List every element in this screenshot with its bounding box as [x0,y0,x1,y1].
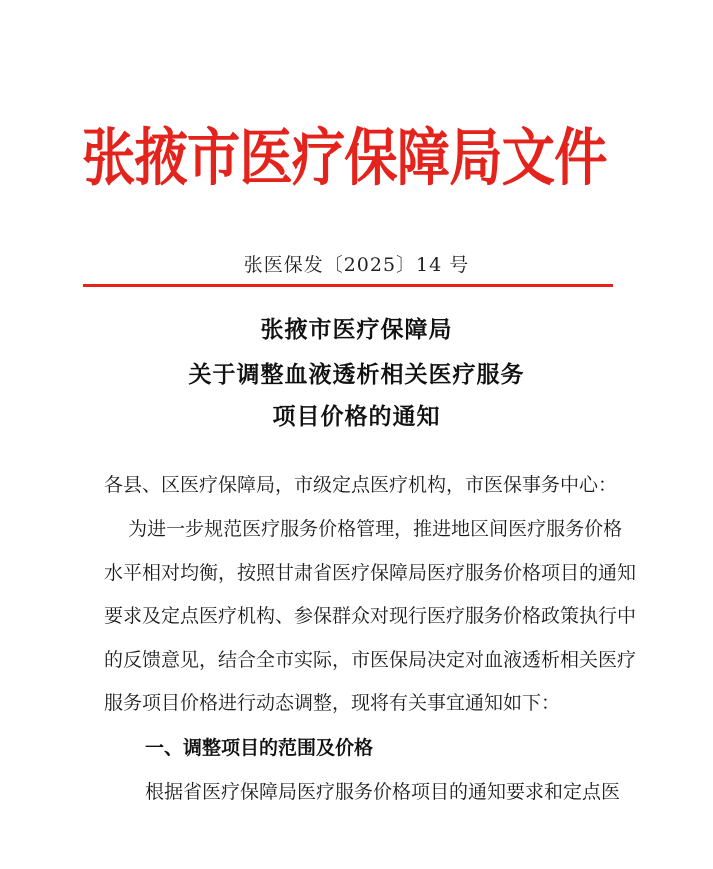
body-paragraph-line: 为进一步规范医疗服务价格管理，推进地区间医疗服务价格 [104,518,623,540]
body-paragraph-line: 水平相对均衡，按照甘肃省医疗保障局医疗服务价格项目的通知 [104,562,637,584]
section-body-line: 根据省医疗保障局医疗服务价格项目的通知要求和定点医 [145,781,621,803]
addressee-line: 各县、区医疗保障局，市级定点医疗机构，市医保事务中心： [104,474,618,496]
document-title-line-2: 关于调整血液透析相关医疗服务 [188,362,525,388]
body-paragraph-line: 的反馈意见，结合全市实际，市医保局决定对血液透析相关医疗 [104,649,637,671]
red-separator-line [83,284,613,287]
body-paragraph-line: 要求及定点医疗机构、参保群众对现行医疗服务价格政策执行中 [104,605,637,627]
document-title-line-1: 张掖市医疗保障局 [260,317,453,343]
masthead-title: 张掖市医疗保障局文件 [82,121,607,194]
document-title-line-3: 项目价格的通知 [272,404,441,430]
body-paragraph-line: 服务项目价格进行动态调整，现将有关事宜通知如下： [104,692,561,714]
section-heading: 一、调整项目的范围及价格 [145,737,374,759]
document-number: 张医保发〔2025〕14 号 [243,254,470,276]
